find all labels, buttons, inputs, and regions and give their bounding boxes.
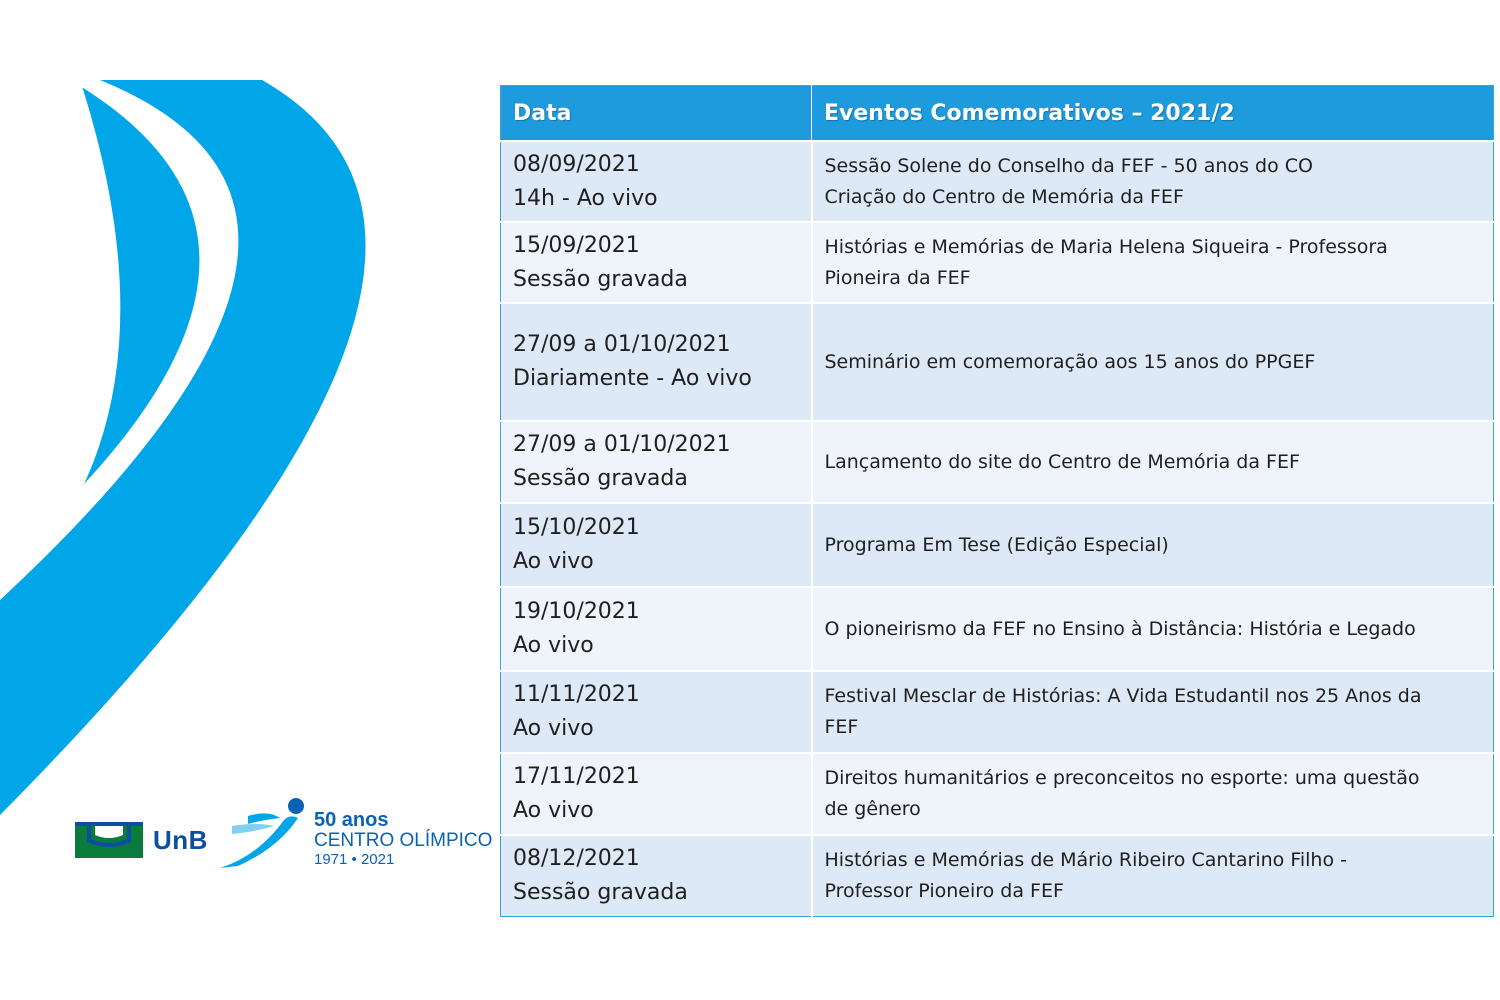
event-line: Histórias e Memórias de Maria Helena Siqueira - Professora [824, 235, 1388, 258]
date-line: Sessão gravada [513, 266, 688, 292]
event-line: Pioneira da FEF [824, 266, 971, 289]
date-cell [501, 587, 812, 671]
event-cell [812, 303, 1494, 421]
date-line: Diariamente - Ao vivo [513, 366, 752, 391]
table-header-row [501, 86, 1494, 142]
event-line: Criação do Centro de Memória da FEF [824, 185, 1184, 208]
event-line: Sessão Solene do Conselho da FEF - 50 anos do CO [824, 154, 1313, 177]
table-row [501, 303, 1494, 421]
unb-emblem-icon [75, 822, 143, 858]
decorative-swoosh [0, 0, 500, 820]
event-line: Lançamento do site do Centro de Memória da FEF [824, 450, 1300, 473]
swoosh-band [0, 80, 366, 815]
date-line: 08/09/2021 [513, 151, 640, 177]
table-row [501, 671, 1494, 753]
event-line: Programa Em Tese (Edição Especial) [824, 533, 1169, 556]
event-line: FEF [824, 716, 859, 738]
table-row [501, 141, 1494, 222]
table-row [501, 753, 1494, 835]
date-cell [501, 421, 812, 503]
event-cell [812, 421, 1494, 503]
event-cell [812, 141, 1494, 222]
table-row [501, 835, 1494, 916]
date-line: Sessão gravada [513, 879, 688, 905]
unb-logo-text: UnB [153, 824, 208, 855]
date-line: 27/09 a 01/10/2021 [513, 432, 731, 457]
event-line: O pioneirismo da FEF no Ensino à Distância: História e Legado [824, 617, 1416, 640]
event-line: Histórias e Memórias de Mário Ribeiro Cantarino Filho - [824, 848, 1347, 871]
co-logo-name: CENTRO OLÍMPICO [314, 830, 493, 851]
event-cell [812, 671, 1494, 753]
date-cell [501, 141, 812, 222]
event-cell [812, 503, 1494, 587]
header-date: Data [501, 86, 812, 142]
table-row [501, 421, 1494, 503]
centro-olimpico-logo [218, 796, 498, 876]
unb-logo [75, 822, 208, 858]
event-cell [812, 587, 1494, 671]
date-line: Sessão gravada [513, 466, 688, 491]
runner-track-icon [218, 796, 314, 876]
date-line: 27/09 a 01/10/2021 [513, 332, 731, 357]
date-cell [501, 835, 812, 916]
date-line: 14h - Ao vivo [513, 185, 658, 211]
events-table [500, 85, 1494, 917]
date-line: Ao vivo [513, 633, 594, 658]
table-row [501, 503, 1494, 587]
event-line: Professor Pioneiro da FEF [824, 879, 1064, 902]
event-line: Seminário em comemoração aos 15 anos do PPGEF [824, 350, 1316, 373]
co-logo-years: 1971 • 2021 [314, 851, 395, 868]
date-line: Ao vivo [513, 549, 594, 574]
date-line: 11/11/2021 [513, 682, 640, 707]
event-cell [812, 753, 1494, 835]
date-line: Ao vivo [513, 716, 594, 741]
event-line: de gênero [824, 798, 921, 820]
date-cell [501, 503, 812, 587]
date-line: 08/12/2021 [513, 845, 640, 871]
date-cell [501, 671, 812, 753]
event-line: Direitos humanitários e preconceitos no esporte: uma questão [824, 767, 1420, 789]
date-cell [501, 222, 812, 303]
table-row [501, 587, 1494, 671]
date-line: 19/10/2021 [513, 599, 640, 624]
co-logo-anniversary: 50 anos [314, 809, 389, 831]
header-events: Eventos Comemorativos – 2021/2 [812, 86, 1494, 142]
date-line: Ao vivo [513, 798, 594, 823]
date-line: 17/11/2021 [513, 764, 640, 789]
event-cell [812, 835, 1494, 916]
table-row [501, 222, 1494, 303]
event-line: Festival Mesclar de Histórias: A Vida Estudantil nos 25 Anos da [824, 685, 1422, 707]
date-cell [501, 753, 812, 835]
date-line: 15/10/2021 [513, 515, 640, 540]
event-cell [812, 222, 1494, 303]
date-line: 15/09/2021 [513, 232, 640, 258]
date-cell [501, 303, 812, 421]
